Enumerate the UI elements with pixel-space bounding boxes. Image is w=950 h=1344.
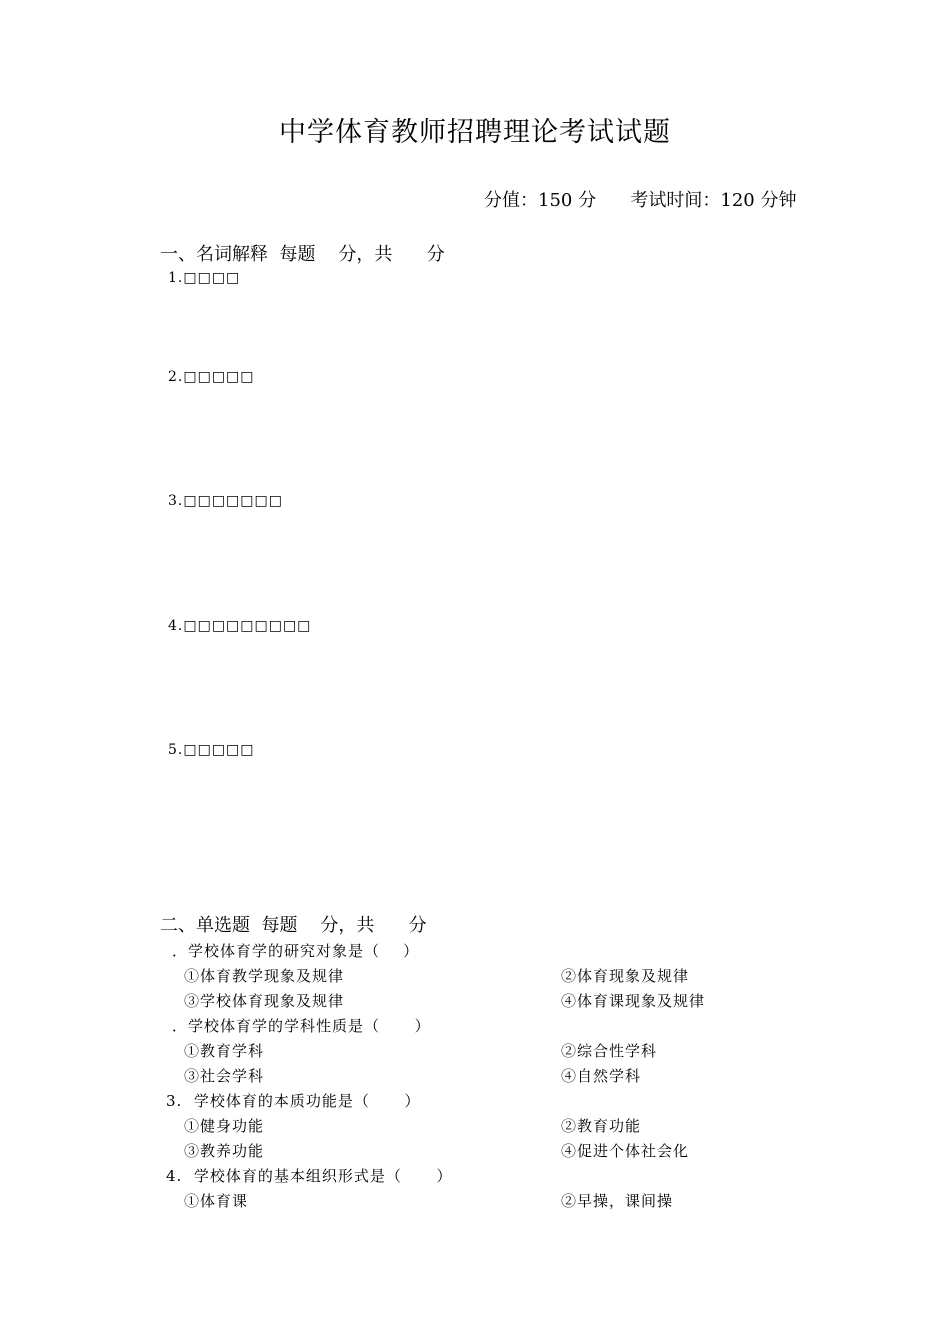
question-3-option-3: ③教养功能: [184, 1142, 265, 1160]
question-4-option-2: ②早操，课间操: [561, 1192, 674, 1210]
question-1-stem: ．学校体育学的研究对象是（ ）: [172, 942, 420, 960]
question-2-option-1: ①教育学科: [184, 1042, 265, 1060]
term-1: 1.□□□□: [168, 270, 241, 286]
question-3-option-1: ①健身功能: [184, 1117, 265, 1135]
question-2-option-2: ②综合性学科: [561, 1042, 658, 1060]
question-3-stem: 3. 学校体育的本质功能是（ ）: [166, 1092, 421, 1110]
question-4-option-1: ①体育课: [184, 1192, 249, 1210]
question-2-stem: ．学校体育学的学科性质是（ ）: [172, 1017, 431, 1035]
page-title: 中学体育教师招聘理论考试试题: [279, 117, 671, 148]
question-2-option-3: ③社会学科: [184, 1067, 265, 1085]
question-1-option-4: ④体育课现象及规律: [561, 992, 706, 1010]
question-1-option-1: ①体育教学现象及规律: [184, 967, 345, 985]
question-1-option-3: ③学校体育现象及规律: [184, 992, 345, 1010]
question-3-option-2: ②教育功能: [561, 1117, 642, 1135]
question-3-option-4: ④促进个体社会化: [561, 1142, 690, 1160]
question-2-option-4: ④自然学科: [561, 1067, 642, 1085]
section-1-heading: 一、名词解释 每题 分，共 分: [160, 244, 445, 265]
section-2-heading: 二、单选题 每题 分，共 分: [160, 915, 427, 936]
term-2: 2.□□□□□: [168, 369, 255, 385]
term-3: 3.□□□□□□□: [168, 493, 283, 509]
question-4-stem: 4. 学校体育的基本组织形式是（ ）: [166, 1167, 453, 1185]
question-1-option-2: ②体育现象及规律: [561, 967, 690, 985]
exam-info: 分值：150 分 考试时间：120 分钟: [484, 190, 797, 211]
term-5: 5.□□□□□: [168, 742, 255, 758]
term-4: 4.□□□□□□□□□: [168, 618, 312, 634]
